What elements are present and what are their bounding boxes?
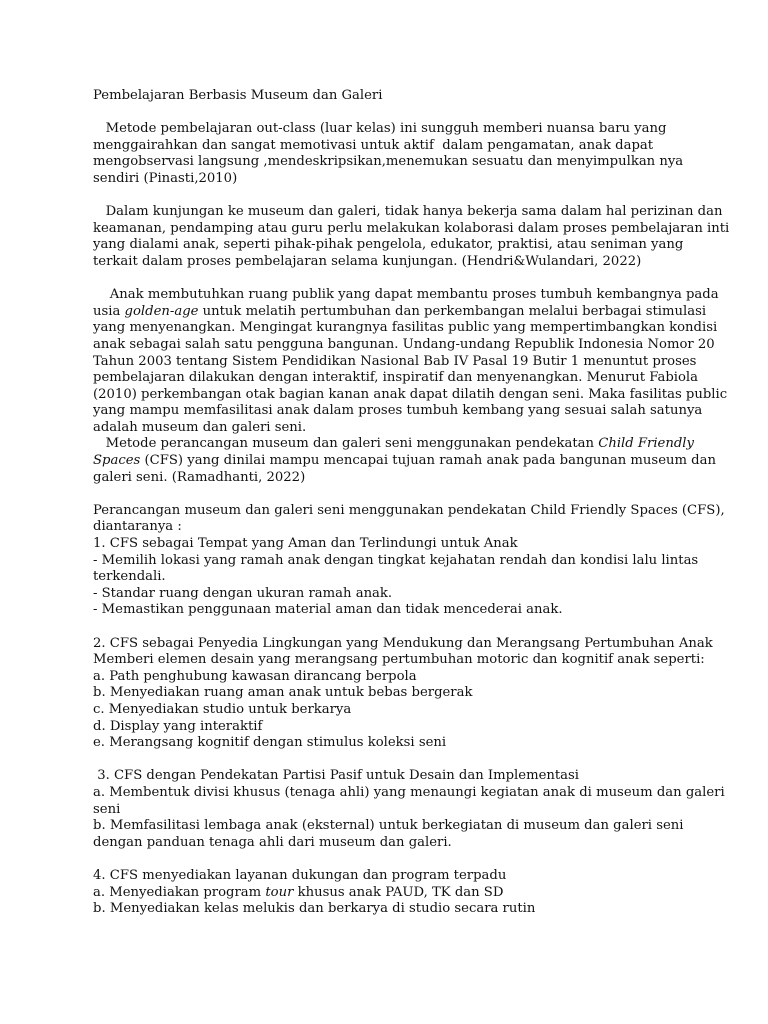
paragraph-4 bbox=[93, 436, 716, 486]
paragraph-line: Metode pembelajaran out-class (luar kelas) ini sungguh memberi nuansa baru yang bbox=[93, 121, 667, 137]
list-item: dengan panduan tenaga ahli dari museum dan galeri. bbox=[93, 834, 452, 850]
list-item: - Standar ruang dengan ukuran ramah anak. bbox=[93, 585, 393, 601]
list-item: c. Menyediakan studio untuk berkarya bbox=[93, 701, 352, 717]
italic-term: Child Friendly bbox=[598, 436, 694, 452]
list-item: b. Menyediakan kelas melukis dan berkarya di studio secara rutin bbox=[93, 901, 536, 917]
list-heading: 2. CFS sebagai Penyedia Lingkungan yang Mendukung dan Merangsang Pertumbuhan Anak bbox=[93, 635, 713, 651]
paragraph-line: galeri seni. (Ramadhanti, 2022) bbox=[93, 469, 306, 485]
paragraph-line: sendiri (Pinasti,2010) bbox=[93, 170, 238, 186]
paragraph-line: (2010) perkembangan otak bagian kanan anak dapat dilatih dengan seni. Maka fasilitas public bbox=[93, 386, 728, 402]
list-item: a. Path penghubung kawasan dirancang berpola bbox=[93, 668, 417, 684]
paragraph-line: mengobservasi langsung ,mendeskripsikan,menemukan sesuatu dan menyimpulkan nya bbox=[93, 154, 684, 170]
text-run: a. Menyediakan program bbox=[93, 884, 266, 900]
paragraph-line: yang menyenangkan. Mengingat kurangnya fasilitas public yang mempertimbangkan kondisi bbox=[93, 320, 718, 336]
document-title: Pembelajaran Berbasis Museum dan Galeri bbox=[93, 88, 383, 103]
paragraph-7 bbox=[93, 768, 725, 851]
document-page bbox=[93, 88, 730, 918]
list-heading: 4. CFS menyediakan layanan dukungan dan program terpadu bbox=[93, 867, 507, 883]
paragraph-line: Perancangan museum dan galeri seni menggunakan pendekatan Child Friendly Spaces (CFS), bbox=[93, 502, 725, 518]
paragraph-line: anak sebagai salah satu pengguna bangunan. Undang-undang Republik Indonesia Nomor 20 bbox=[93, 336, 715, 352]
paragraph-line: adalah museum dan galeri seni. bbox=[93, 419, 307, 435]
italic-term: tour bbox=[265, 884, 294, 900]
list-item bbox=[93, 885, 683, 902]
paragraph-line bbox=[93, 303, 707, 321]
paragraph-line: Tahun 2003 tentang Sistem Pendidikan Nasional Bab IV Pasal 19 Butir 1 menuntut proses bbox=[93, 353, 697, 369]
paragraph-line bbox=[93, 453, 716, 470]
text-run: Metode perancangan museum dan galeri seni menggunakan pendekatan bbox=[93, 436, 599, 452]
list-item: - Memilih lokasi yang ramah anak dengan tingkat kejahatan rendah dan kondisi lalu lintas bbox=[93, 552, 699, 568]
paragraph-8 bbox=[93, 868, 683, 918]
paragraph-6 bbox=[93, 635, 713, 752]
paragraph-3 bbox=[93, 287, 728, 436]
paragraph-line: menggairahkan dan sangat memotivasi untuk aktif dalam pengamatan, anak dapat bbox=[93, 137, 654, 153]
paragraph-line: terkait dalam proses pembelajaran selama kunjungan. (Hendri&Wulandari, 2022) bbox=[93, 253, 642, 269]
paragraph-line: Memberi elemen desain yang merangsang pertumbuhan motoric dan kognitif anak seperti: bbox=[93, 652, 705, 668]
paragraph-line: keamanan, pendamping atau guru perlu melakukan kolaborasi dalam proses pembelajaran inti bbox=[93, 220, 730, 236]
text-run: khusus anak PAUD, TK dan SD bbox=[293, 884, 504, 900]
list-item: a. Membentuk divisi khusus (tenaga ahli) yang menaungi kegiatan anak di museum dan galeri bbox=[93, 784, 725, 800]
paragraph-line: diantaranya : bbox=[93, 519, 182, 535]
paragraph-line: yang dialami anak, seperti pihak-pihak pengelola, edukator, praktisi, atau seniman yang bbox=[93, 237, 684, 253]
italic-term: Spaces bbox=[93, 453, 141, 469]
list-item: - Memastikan penggunaan material aman dan tidak mencederai anak. bbox=[93, 602, 563, 618]
list-item: seni bbox=[93, 801, 121, 817]
paragraph-line bbox=[93, 436, 694, 453]
list-item: d. Display yang interaktif bbox=[93, 718, 263, 734]
list-item: terkendali. bbox=[93, 569, 166, 585]
paragraph-5 bbox=[93, 502, 725, 619]
list-item: b. Menyediakan ruang aman anak untuk bebas bergerak bbox=[93, 685, 473, 701]
list-item: e. Merangsang kognitif dengan stimulus koleksi seni bbox=[93, 735, 447, 751]
list-item: b. Memfasilitasi lembaga anak (eksternal) untuk berkegiatan di museum dan galeri seni bbox=[93, 818, 684, 834]
paragraph-1 bbox=[93, 121, 683, 187]
list-heading: 3. CFS dengan Pendekatan Partisi Pasif untuk Desain dan Implementasi bbox=[93, 768, 580, 784]
paragraph-line: yang mampu memfasilitasi anak dalam proses tumbuh kembang yang sesuai salah satunya bbox=[93, 403, 703, 419]
paragraph-2 bbox=[93, 204, 730, 270]
text-run: usia bbox=[93, 303, 125, 319]
paragraph-line: pembelajaran dilakukan dengan interaktif, inspiratif dan menyenangkan. Menurut Fabiola bbox=[93, 370, 698, 386]
text-run: (CFS) yang dinilai mampu mencapai tujuan ramah anak pada bangunan museum dan bbox=[140, 453, 716, 469]
paragraph-line: Anak membutuhkan ruang publik yang dapat membantu proses tumbuh kembangnya pada bbox=[93, 287, 719, 303]
text-run: untuk melatih pertumbuhan dan perkembangan melalui berbagai stimulasi bbox=[198, 303, 707, 319]
paragraph-line: Dalam kunjungan ke museum dan galeri, tidak hanya bekerja sama dalam hal perizinan dan bbox=[93, 204, 723, 220]
list-heading: 1. CFS sebagai Tempat yang Aman dan Terlindungi untuk Anak bbox=[93, 536, 518, 552]
italic-term: golden-age bbox=[124, 303, 199, 319]
